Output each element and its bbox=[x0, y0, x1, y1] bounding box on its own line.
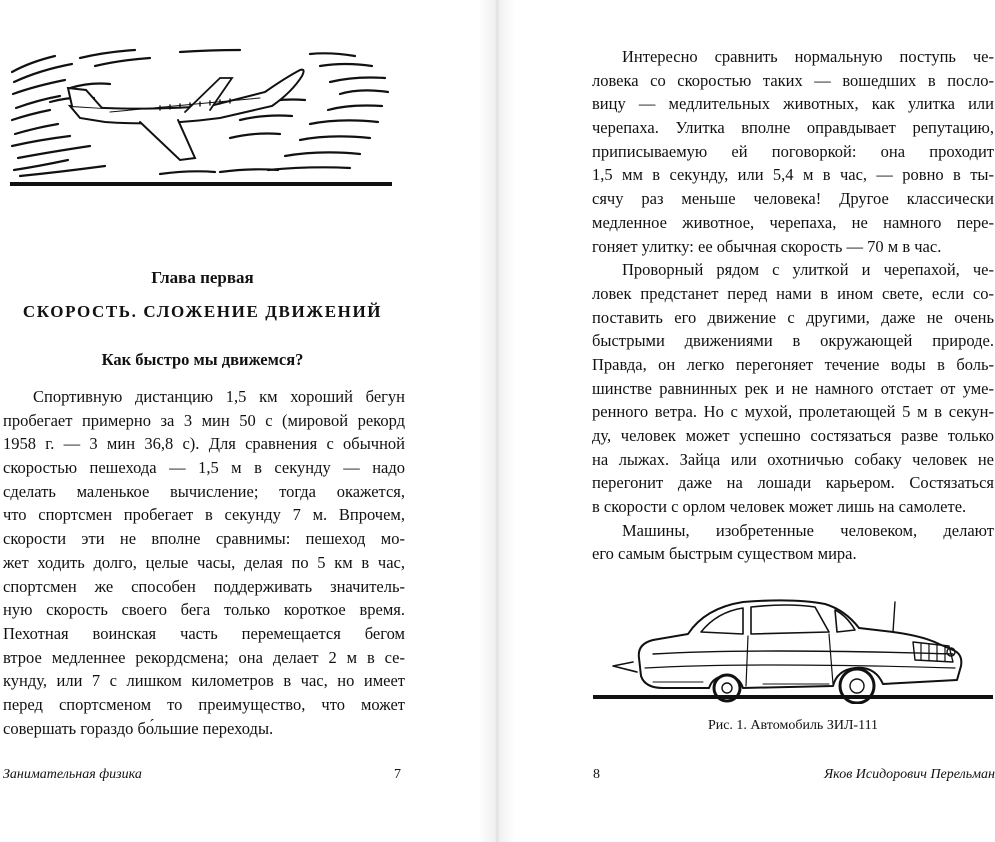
right-page-body-text bbox=[592, 45, 994, 566]
text-line: шинстве равнинных рек и не намного отстает от уме- bbox=[592, 378, 994, 398]
chapter-title: СКОРОСТЬ. СЛОЖЕНИЕ ДВИЖЕНИЙ bbox=[22, 302, 383, 321]
text-line: медленное животное, черепаха, не намного пере- bbox=[592, 212, 994, 232]
text-line: пробегает примерно за 3 мин 50 с (мировой рекорд bbox=[3, 410, 405, 430]
text-line: его самым быстрым существом мира. bbox=[592, 544, 857, 564]
left-page-body-text bbox=[3, 385, 405, 740]
text-line: черепаха. Улитка вполне оправдывает репутацию, bbox=[592, 118, 994, 138]
text-line: 1958 г. — 3 мин 36,8 с). Для сравнения с обычной bbox=[3, 434, 405, 454]
left-running-footer-title: Занимательная физика bbox=[3, 767, 142, 782]
text-line: сячу раз меньше человека! Другое классически bbox=[592, 189, 994, 209]
text-line: ренного ветра. Но с мухой, пролетающей 5 м в секун- bbox=[592, 402, 994, 422]
text-line: ду, человек может успешно состязаться разве только bbox=[592, 426, 994, 445]
text-line: Правда, он легко перегоняет течение воды в боль- bbox=[592, 354, 994, 374]
text-line: в скорости с орлом человек может лишь на самолете. bbox=[592, 497, 967, 517]
car-illustration bbox=[593, 592, 993, 704]
text-line: сделать маленькое вычисление; тогда окажется, bbox=[3, 481, 405, 501]
text-line: поставить его движение с другими, даже не очень bbox=[592, 307, 994, 327]
text-line: Проворный рядом с улиткой и черепахой, че- bbox=[622, 260, 994, 280]
text-line: спортсмен же способен поддерживать значитель- bbox=[3, 576, 405, 596]
figure-caption: Рис. 1. Автомобиль ЗИЛ-111 bbox=[707, 718, 879, 733]
text-line: что спортсмен пробегает в секунду 7 м. Впрочем, bbox=[3, 505, 405, 525]
text-line: ную скорость своего бега только короткое время. bbox=[3, 600, 405, 620]
text-line: скоростью пешехода — 1,5 м в секунду — надо bbox=[3, 458, 405, 478]
text-line: ловека со скоростью таких — вошедших в посло- bbox=[592, 70, 994, 90]
text-line: гоняет улитку: ее обычная скорость — 70 м в час. bbox=[592, 236, 942, 256]
right-page-number: 8 bbox=[593, 767, 600, 782]
chapter-label: Глава первая bbox=[151, 268, 254, 287]
text-line: на лыжах. Зайца или охотничью собаку человек не bbox=[592, 449, 994, 469]
text-line: ловек предстанет перед нами в ином свете, если со- bbox=[592, 283, 994, 303]
text-line: кунду, или 7 с лишком километров в час, но имеет bbox=[3, 671, 405, 691]
left-page-number: 7 bbox=[394, 767, 401, 782]
airplane-illustration bbox=[10, 48, 392, 188]
text-line: скорости эти не вполне сравнимы: пешеход мо- bbox=[3, 529, 405, 549]
right-running-footer-title: Яков Исидорович Перельман bbox=[823, 767, 995, 782]
text-line: перед спортсменом то преимущество, что может bbox=[3, 694, 405, 714]
section-heading: Как быстро мы движемся? bbox=[101, 350, 304, 369]
text-line: вицу — медлительных животных, как улитка или bbox=[592, 94, 994, 114]
text-line: Спортивную дистанцию 1,5 км хороший бегун bbox=[33, 387, 405, 406]
text-line: перегонит даже на лошади карьером. Состязаться bbox=[592, 473, 994, 493]
text-line: 1,5 мм в секунду, или 5,4 м в час, — ровно в ты- bbox=[592, 165, 994, 185]
text-line: Машины, изобретенные человеком, делают bbox=[622, 520, 994, 540]
text-line: Интересно сравнить нормальную поступь че- bbox=[622, 47, 994, 66]
text-line: совершать гораздо бо́льшие переходы. bbox=[3, 718, 274, 738]
text-line: быстрыми движениями в окружающей природе. bbox=[592, 331, 994, 351]
text-line: приписываемую ей поговоркой: она проходит bbox=[592, 141, 994, 161]
text-line: втрое медленнее рекордсмена; она делает 2 м в се- bbox=[3, 647, 405, 667]
text-line: жет ходить долго, целые часы, делая по 5 км в час, bbox=[3, 552, 405, 572]
text-line: Пехотная воинская часть перемещается бегом bbox=[3, 623, 405, 643]
